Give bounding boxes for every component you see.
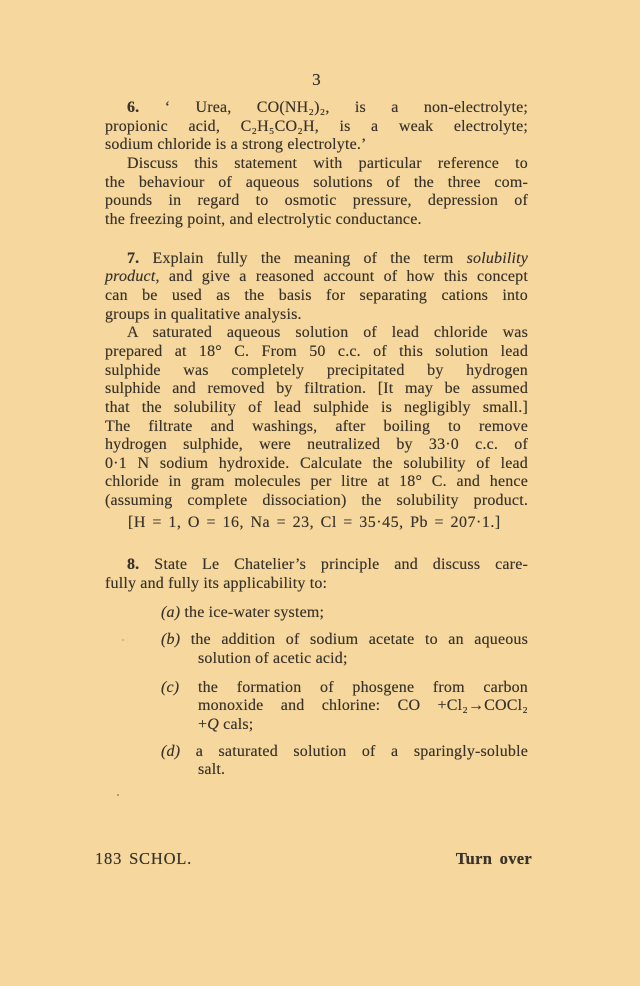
q8-item-c-text: the formation of phosgene from carbon xyxy=(197,678,528,696)
q8-item-c-line-3 xyxy=(198,716,528,735)
print-speckle xyxy=(117,794,119,796)
q8-line-1 xyxy=(105,556,528,575)
q7-line-8: sulphide and removed by filtration. [It may be assumed xyxy=(105,380,528,398)
q7-line-9: that the solubility of lead sulphide is negligibly small.] xyxy=(105,398,528,416)
q7-line-14: (assuming complete dissociation) the solubility product. xyxy=(105,492,528,510)
q6-line-1 xyxy=(105,99,528,118)
q6-line-2: propionic acid, C₂H₅CO₂H, is a weak electrolyte; xyxy=(105,117,528,135)
q8-item-d-line-1 xyxy=(161,743,528,762)
question-6 xyxy=(105,99,528,230)
page-number: 3 xyxy=(312,70,321,89)
q8-item-a-label: (a) xyxy=(161,603,181,621)
question-7 xyxy=(105,250,528,533)
text-column xyxy=(105,99,528,780)
q6-line-5: the behaviour of aqueous solutions of the three com- xyxy=(105,173,528,191)
q7-italic-term-solubility: solubility xyxy=(466,249,528,267)
print-speckle xyxy=(122,639,124,641)
q8-item-a xyxy=(161,604,528,623)
q7-line-10: The filtrate and washings, after boiling to remove xyxy=(105,417,528,435)
q8-line-2: fully and fully its applicability to: xyxy=(105,575,328,593)
q7-text: Explain fully the meaning of the term xyxy=(152,249,454,267)
q7-line-6: prepared at 18° C. From 50 c.c. of this solution lead xyxy=(105,342,528,360)
question-8 xyxy=(105,556,528,780)
q7-line-11: hydrogen sulphide, were neutralized by 33·0 c.c. of xyxy=(105,436,528,454)
q8-item-c-cals: cals; xyxy=(223,716,254,734)
q8-item-b-text: the addition of sodium acetate to an aqueous xyxy=(190,631,528,649)
q8-question-number: 8. xyxy=(127,556,140,574)
q8-item-b-line-1 xyxy=(161,631,528,650)
q8-item-c-q-symbol: Q xyxy=(207,716,219,734)
q8-item-c-line-1 xyxy=(161,679,528,698)
q8-item-c-label: (c) xyxy=(161,678,180,696)
q8-item-b-line-2: solution of acetic acid; xyxy=(198,650,348,668)
q8-item-d-line-2: salt. xyxy=(198,761,226,779)
q8-item-c-line-2: monoxide and chlorine: CO +Cl₂→COCl₂ xyxy=(198,697,528,715)
paper-code: 183 SCHOL. xyxy=(95,849,193,868)
q6-line-6: pounds in regard to osmotic pressure, depression of xyxy=(105,192,528,210)
q7-line-2 xyxy=(105,268,528,287)
q8-text: State Le Chatelier’s principle and discuss care- xyxy=(154,556,528,574)
q8-item-c-plus: + xyxy=(198,716,208,734)
q6-text: ‘ Urea, CO(NH₂)₂, is a non-electrolyte; xyxy=(164,99,528,116)
q7-atomic-weights: [H = 1, O = 16, Na = 23, Cl = 35·45, Pb = 207·1.] xyxy=(128,513,501,531)
q7-italic-term-product: product xyxy=(105,268,156,286)
page-footer xyxy=(95,849,532,869)
q6-line-4: Discuss this statement with particular reference to xyxy=(127,154,528,172)
q7-line-2-rest: , and give a reasoned account of how this concept xyxy=(155,268,528,286)
q7-line-1 xyxy=(105,250,528,269)
q7-line-12: 0·1 N sodium hydroxide. Calculate the solubility of lead xyxy=(105,454,528,472)
q8-item-d-label: (d) xyxy=(161,742,181,760)
q7-line-4: groups in qualitative analysis. xyxy=(105,305,302,323)
q6-question-number: 6. xyxy=(127,99,140,116)
turn-over-notice: Turn over xyxy=(455,849,532,868)
q7-question-number: 7. xyxy=(127,249,140,267)
q8-item-d-text: a saturated solution of a sparingly-soluble xyxy=(195,742,528,760)
q8-item-a-text: the ice-water system; xyxy=(184,603,325,621)
q8-item-b-label: (b) xyxy=(161,631,181,649)
q6-line-7: the freezing point, and electrolytic conductance. xyxy=(105,210,422,228)
q6-line-3: sodium chloride is a strong electrolyte.’ xyxy=(105,136,367,154)
q7-line-13: chloride in gram molecules per litre at 18° C. and hence xyxy=(105,473,528,491)
q7-line-3: can be used as the basis for separating cations into xyxy=(105,286,528,304)
q7-line-7: sulphide was completely precipitated by hydrogen xyxy=(105,361,528,379)
q7-line-5: A saturated aqueous solution of lead chloride was xyxy=(127,324,528,342)
